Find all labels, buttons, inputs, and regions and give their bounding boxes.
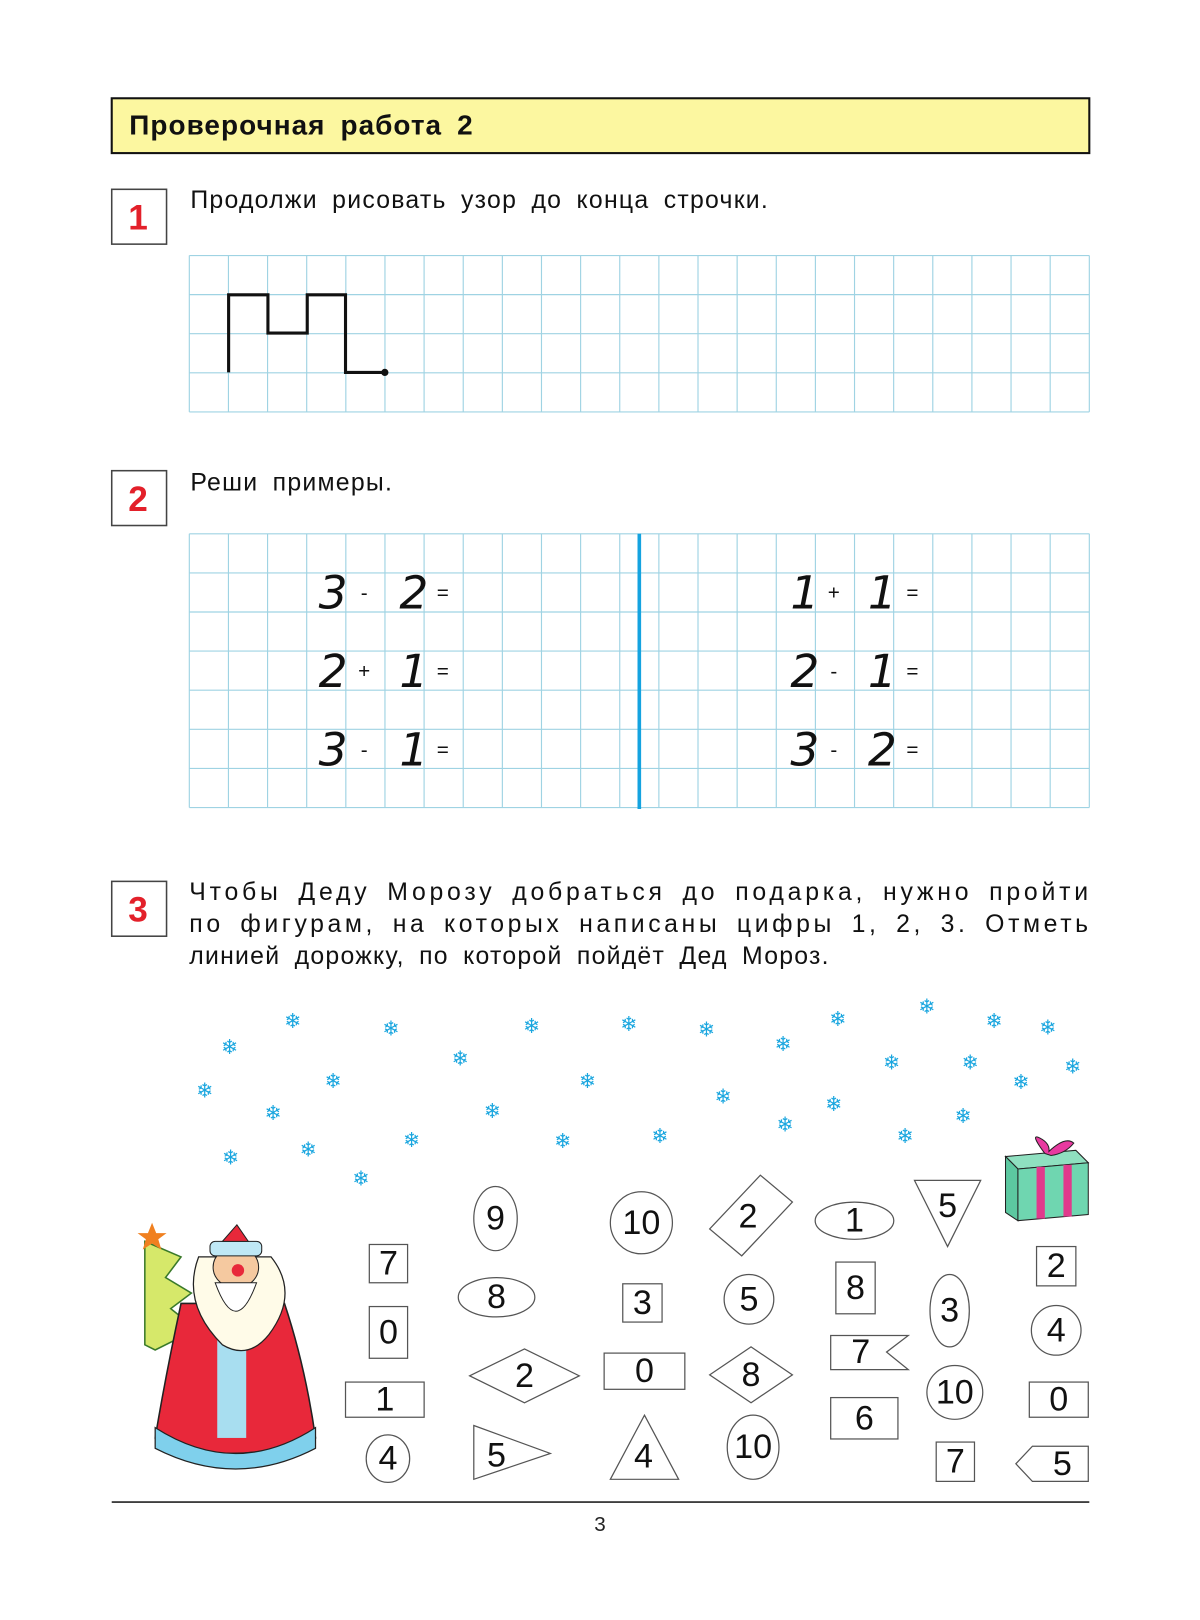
equals-sign: =	[906, 581, 919, 605]
shape-square[interactable]	[1037, 1247, 1076, 1286]
shape-oval[interactable]	[815, 1202, 894, 1240]
operator: -	[830, 738, 838, 762]
equals-sign: =	[436, 581, 449, 605]
snowflake-icon: ❄	[896, 1125, 914, 1148]
task2-instruction: Реши примеры.	[190, 469, 394, 497]
operator: +	[358, 659, 371, 683]
shape-number: 5	[739, 1280, 759, 1319]
shape-number: 5	[487, 1436, 507, 1475]
shape-triangle[interactable]	[610, 1415, 678, 1479]
equations	[319, 566, 919, 776]
pattern-sample	[229, 295, 389, 376]
task-number-1: 1	[128, 198, 148, 238]
task1-grid	[189, 256, 1089, 412]
shape-number: 8	[487, 1278, 507, 1317]
shape-number: 9	[486, 1199, 506, 1238]
shape-circle[interactable]	[724, 1274, 774, 1324]
operand: 3	[790, 723, 820, 777]
equation	[319, 566, 449, 619]
shape-number: 3	[632, 1283, 652, 1322]
task3-line-3: линией дорожку, по которой пойдёт Дед Мороз.	[189, 943, 830, 971]
snowflake-icon: ❄	[220, 1036, 239, 1059]
operand: 2	[790, 644, 820, 698]
shape-oval[interactable]	[458, 1278, 535, 1317]
operand: 1	[399, 644, 429, 698]
shape-number: 0	[1049, 1380, 1069, 1419]
snowflake-icon: ❄	[714, 1086, 732, 1109]
shape-rectangle[interactable]	[346, 1381, 425, 1419]
snowflake-icon: ❄	[403, 1130, 421, 1153]
snowflake-icon: ❄	[1064, 1056, 1082, 1079]
shape-rhombus[interactable]	[470, 1349, 580, 1403]
shape-pentagon[interactable]	[1016, 1445, 1088, 1483]
shape-number: 2	[1046, 1247, 1066, 1286]
snowflake-icon: ❄	[554, 1131, 572, 1154]
snowflakes	[196, 997, 1081, 1191]
shape-rectangle[interactable]	[604, 1352, 685, 1390]
snowflake-icon: ❄	[382, 1018, 400, 1041]
shape-number: 7	[945, 1442, 965, 1481]
snowflake-icon: ❄	[324, 1071, 342, 1094]
shape-circle[interactable]	[927, 1366, 983, 1420]
operand: 1	[867, 566, 897, 620]
snowflake-icon: ❄	[222, 1147, 240, 1170]
shape-number: 5	[938, 1187, 958, 1226]
snowflake-icon: ❄	[829, 1009, 847, 1031]
task1-instruction: Продолжи рисовать узор до конца строчки.	[190, 186, 770, 214]
equals-sign: =	[436, 738, 449, 762]
snowflake-icon: ❄	[578, 1071, 597, 1094]
shape-number: 4	[633, 1437, 653, 1476]
snowflake-icon: ❄	[697, 1019, 716, 1042]
operand: 1	[399, 723, 429, 777]
shape-oval[interactable]	[474, 1187, 517, 1251]
shape-oval[interactable]	[930, 1274, 969, 1346]
snowflake-icon: ❄	[264, 1103, 282, 1126]
snowflake-icon: ❄	[523, 1016, 541, 1039]
operand: 3	[318, 723, 348, 777]
snowflake-icon: ❄	[451, 1048, 470, 1071]
shape-number: 3	[940, 1291, 960, 1330]
task-number-3: 3	[128, 890, 148, 930]
operand: 2	[399, 566, 429, 620]
shape-rectangle[interactable]	[369, 1307, 407, 1359]
shape-number: 1	[844, 1201, 864, 1240]
page-title: Проверочная работа 2	[129, 109, 474, 141]
shape-circle[interactable]	[366, 1435, 409, 1483]
shape-number: 2	[514, 1356, 534, 1395]
operand: 2	[867, 723, 897, 777]
snowflake-icon: ❄	[299, 1139, 317, 1162]
operator: -	[830, 659, 838, 683]
task3-line-2: по фигурам, на которых написаны цифры 1, 2, 3. Отметь	[189, 911, 1090, 939]
shape-number: 7	[378, 1244, 398, 1283]
snowflake-icon: ❄	[825, 1093, 843, 1116]
shape-number: 10	[734, 1428, 773, 1467]
snowflake-icon: ❄	[883, 1052, 901, 1075]
shape-triangle[interactable]	[474, 1426, 551, 1480]
operator: -	[360, 581, 368, 605]
snowflake-icon: ❄	[774, 1033, 792, 1056]
shape-number: 1	[375, 1380, 395, 1419]
snowflake-icon: ❄	[918, 996, 936, 1019]
snowflake-icon: ❄	[284, 1011, 302, 1034]
operand: 1	[790, 566, 820, 620]
shape-rectangle[interactable]	[1029, 1381, 1088, 1419]
shape-square[interactable]	[369, 1244, 407, 1282]
shape-oval[interactable]	[727, 1415, 779, 1479]
shape-square[interactable]	[623, 1284, 662, 1322]
operator: -	[360, 738, 368, 762]
shape-rectangle[interactable]	[836, 1262, 875, 1314]
operand: 2	[318, 644, 348, 698]
operator: +	[827, 581, 840, 605]
snowflake-icon: ❄	[1039, 1017, 1057, 1040]
shape-number: 4	[1046, 1311, 1066, 1350]
page-number: 3	[594, 1513, 606, 1537]
equals-sign: =	[906, 738, 919, 762]
shape-number: 0	[634, 1352, 654, 1391]
shape-number: 7	[851, 1333, 871, 1372]
shape-flag[interactable]	[831, 1333, 909, 1371]
shape-circle[interactable]	[610, 1192, 672, 1254]
gift-illustration	[1006, 1137, 1089, 1221]
shape-square[interactable]	[936, 1442, 974, 1481]
equals-sign: =	[436, 659, 449, 683]
shape-rhombus[interactable]	[710, 1347, 793, 1403]
snowflake-icon: ❄	[196, 1080, 214, 1103]
snowflake-icon: ❄	[1012, 1072, 1030, 1095]
task3-line-1: Чтобы Деду Морозу добраться до подарка, нужно пройти	[189, 878, 1090, 906]
shape-number: 5	[1052, 1444, 1072, 1483]
operand: 3	[318, 566, 348, 620]
snowflake-icon: ❄	[961, 1052, 980, 1075]
shape-number: 4	[378, 1439, 398, 1478]
shape-triangle[interactable]	[914, 1180, 980, 1246]
shape-rectangle[interactable]	[831, 1398, 898, 1439]
shape-number: 6	[854, 1399, 874, 1438]
shape-number: 10	[622, 1203, 661, 1242]
shape-number: 2	[738, 1197, 758, 1236]
snowflake-icon: ❄	[954, 1106, 972, 1129]
shape-rhombus[interactable]	[710, 1175, 793, 1256]
ded-moroz-illustration	[138, 1223, 316, 1469]
shape-number: 8	[846, 1268, 866, 1307]
equals-sign: =	[906, 659, 919, 683]
path-shapes	[346, 1175, 1089, 1483]
snowflake-icon: ❄	[483, 1101, 502, 1124]
shape-number: 10	[935, 1373, 974, 1412]
operand: 1	[867, 644, 897, 698]
snowflake-icon: ❄	[776, 1114, 794, 1137]
snowflake-icon: ❄	[985, 1011, 1003, 1034]
snowflake-icon: ❄	[352, 1168, 370, 1191]
snowflake-icon: ❄	[651, 1125, 669, 1148]
snowflake-icon: ❄	[620, 1014, 638, 1037]
shape-circle[interactable]	[1031, 1306, 1081, 1356]
shape-number: 0	[378, 1313, 398, 1352]
shape-number: 8	[741, 1355, 761, 1394]
task-number-2: 2	[128, 480, 148, 520]
